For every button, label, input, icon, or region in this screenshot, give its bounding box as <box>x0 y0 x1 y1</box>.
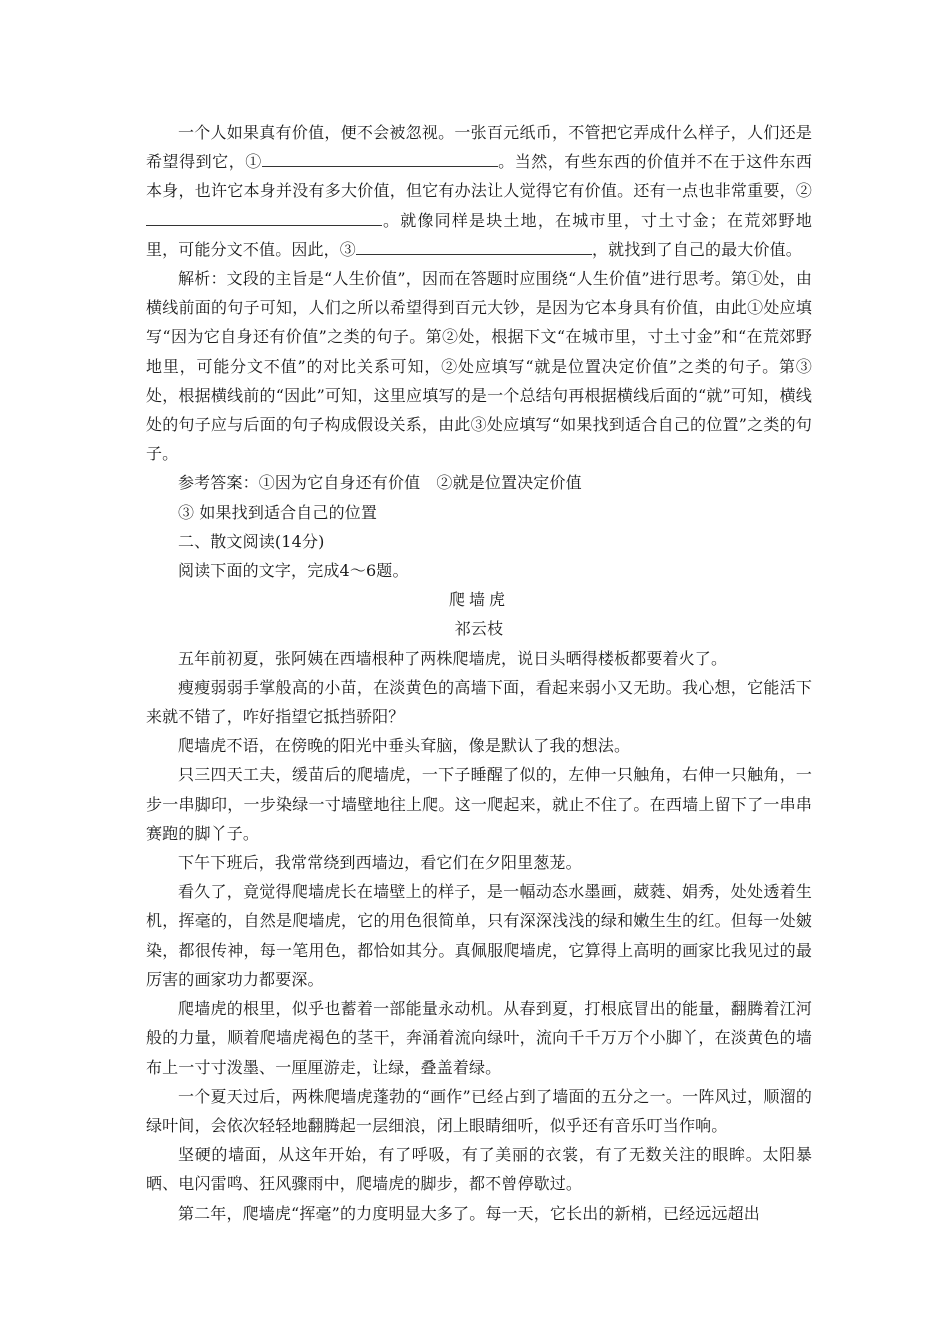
section-heading: 二、散文阅读(14分) <box>178 531 325 551</box>
document-page <box>146 118 812 1228</box>
question-text-part-4: ，就找到了自己的最大价值。 <box>591 239 802 259</box>
question-text-part-2: 。当然，有些东西的价值并不在于这件东西本身，也许它本身并没有多大价值，但它有办法让人觉得它有价值。还有一点也非常重要，② <box>146 152 812 201</box>
essay-paragraph: 下午下班后，我常常绕到西墙边，看它们在夕阳里葱茏。 <box>178 853 582 873</box>
essay-paragraph: 爬墙虎不语，在傍晚的阳光中垂头耷脑，像是默认了我的想法。 <box>178 736 631 756</box>
answer-blank-2[interactable] <box>146 207 382 226</box>
fill-in-question <box>146 118 812 264</box>
essay-paragraph: 看久了，竟觉得爬墙虎长在墙壁上的样子，是一幅动态水墨画，葳蕤、娟秀，处处透着生机，挥毫的，自然是爬墙虎，它的用色很简单，只有深深浅浅的绿和嫩生生的红。但每一处皴染，都很传神，每一笔用色，都恰如其分。真佩服爬墙虎，它算得上高明的画家比我见过的最厉害的画家功力都要深。 <box>146 882 812 989</box>
essay-paragraph: 第二年，爬墙虎“挥毫”的力度明显大多了。每一天，它长出的新梢，已经远远超出 <box>178 1203 760 1223</box>
essay-paragraph: 一个夏天过后，两株爬墙虎蓬勃的“画作”已经占到了墙面的五分之一。一阵风过，顺溜的绿叶间，会依次轻轻地翻腾起一层细浪，闭上眼睛细听，似乎还有音乐叮当作响。 <box>146 1086 812 1135</box>
answer-blank-1[interactable] <box>262 148 498 167</box>
essay-paragraph: 爬墙虎的根里，似乎也蓄着一部能量永动机。从春到夏，打根底冒出的能量，翻腾着江河般的力量，顺着爬墙虎褐色的茎干，奔涌着流向绿叶，流向千千万万个小脚丫，在淡黄色的墙布上一寸寸泼墨、一厘厘游走，让绿，叠盖着绿。 <box>146 999 812 1077</box>
essay-author: 祁云枝 <box>454 619 504 639</box>
essay-paragraph: 坚硬的墙面，从这年开始，有了呼吸，有了美丽的衣裳，有了无数关注的眼眸。太阳暴晒、电闪雷鸣、狂风骤雨中，爬墙虎的脚步，都不曾停歇过。 <box>146 1145 812 1194</box>
essay-title: 爬墙虎 <box>448 590 509 610</box>
question-text-part-1: 一个人如果真有价值，便不会被忽视。一张百元纸币，不管把它弄成什么样子，人们还是希望得到它，① <box>146 123 812 172</box>
essay-paragraph: 只三四天工夫，缓苗后的爬墙虎，一下子睡醒了似的，左伸一只触角，右伸一只触角，一步一串脚印，一步染绿一寸墙壁地往上爬。这一爬起来，就止不住了。在西墙上留下了一串串赛跑的脚丫子。 <box>146 765 812 843</box>
reference-answer-line-1: 参考答案：①因为它自身还有价值 ②就是位置决定价值 <box>178 473 582 493</box>
reading-instruction: 阅读下面的文字，完成4～6题。 <box>178 561 409 581</box>
analysis-paragraph: 解析：文段的主旨是“人生价值”，因而在答题时应围绕“人生价值”进行思考。第①处，由横线前面的句子可知，人们之所以希望得到百元大钞，是因为它本身具有价值，由此①处应填写“因为它自身还有价值”之类的句子。第②处，根据下文“在城市里，寸土寸金”和“在荒郊野地里，可能分文不值”的对比关系可知，②处应填写“就是位置决定价值”之类的句子。第③处，根据横线前的“因此”可知，这里应填写的是一个总结句再根据横线后面的“就”可知，横线处的句子应与后面的句子构成假设关系，由此③处应填写“如果找到适合自己的位置”之类的句子。 <box>146 269 812 464</box>
reference-answer-line-2: ③ 如果找到适合自己的位置 <box>178 502 378 522</box>
essay-paragraph: 瘦瘦弱弱手掌般高的小苗，在淡黄色的高墙下面，看起来弱小又无助。我心想，它能活下来就不错了，咋好指望它抵挡骄阳？ <box>146 677 812 727</box>
question-text-part-3: 。就像同样是块土地，在城市里，寸土寸金；在荒郊野地里，可能分文不值。因此，③ <box>146 210 812 259</box>
answer-blank-3[interactable] <box>356 236 592 255</box>
essay-paragraph: 五年前初夏，张阿姨在西墙根种了两株爬墙虎，说日头晒得楼板都要着火了。 <box>178 648 728 668</box>
